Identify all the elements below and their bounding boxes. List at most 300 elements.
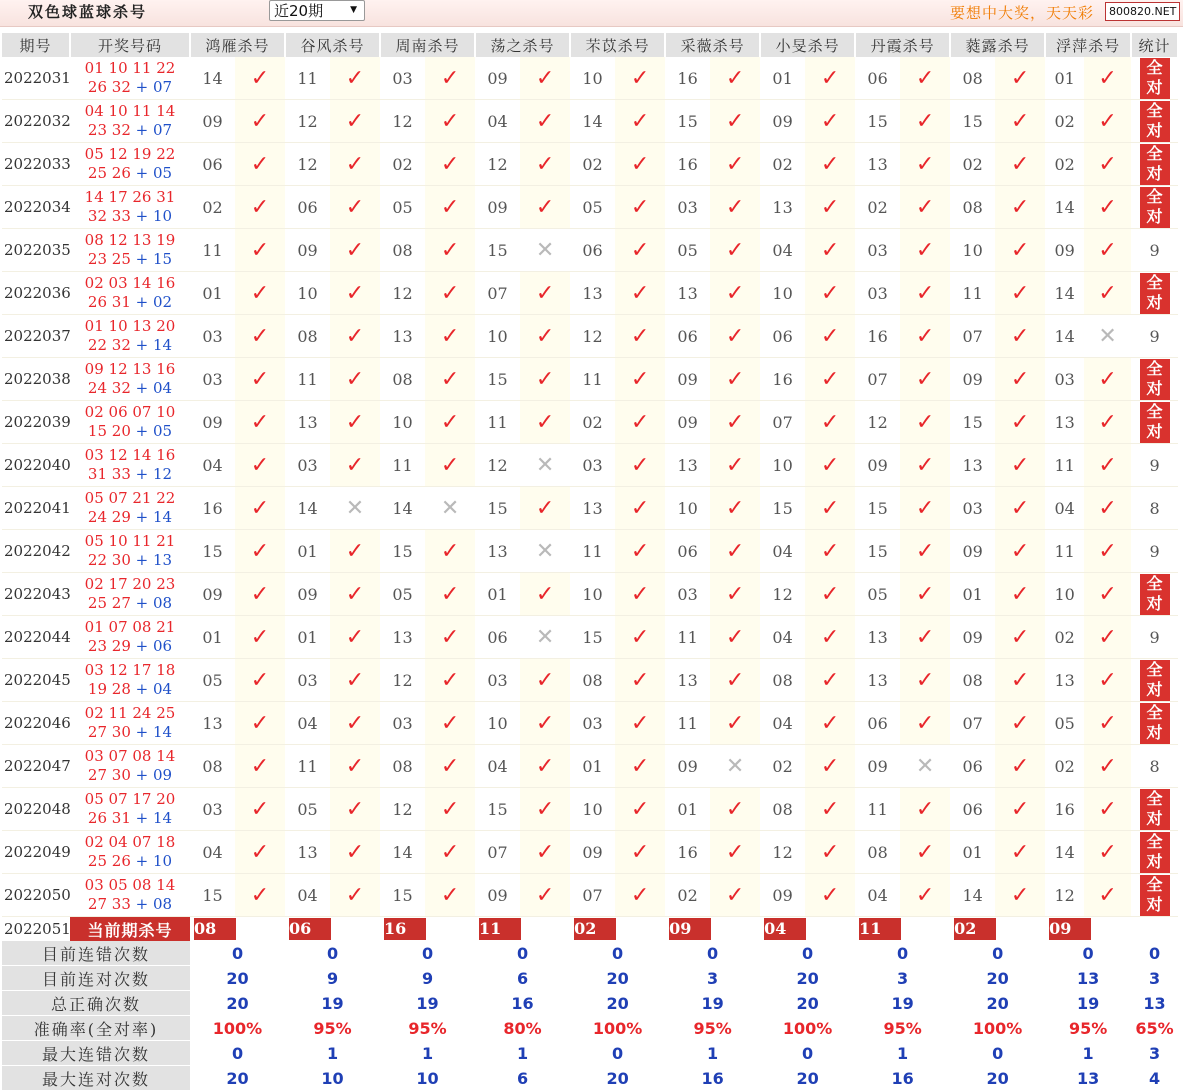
blue-ball: 05 bbox=[152, 164, 173, 182]
kill-number: 01 bbox=[285, 616, 330, 659]
table-row bbox=[2, 315, 1178, 358]
draw-numbers bbox=[70, 530, 190, 573]
result-cell bbox=[235, 487, 285, 530]
kill-number: 08 bbox=[950, 57, 995, 100]
check-icon: ✓ bbox=[630, 710, 650, 736]
check-icon: ✓ bbox=[630, 624, 650, 650]
kill-number: 03 bbox=[855, 272, 900, 315]
stats-value: 0 bbox=[665, 941, 760, 966]
result-cell bbox=[235, 702, 285, 745]
stat-cell bbox=[1131, 444, 1178, 487]
result-cell bbox=[425, 229, 475, 272]
table-row bbox=[2, 358, 1178, 401]
result-cell bbox=[235, 143, 285, 186]
period-cell: 2022041 bbox=[2, 487, 70, 530]
result-cell bbox=[330, 143, 380, 186]
kill-number: 12 bbox=[1045, 874, 1084, 917]
plus-sign: + bbox=[130, 723, 153, 741]
kill-number: 09 bbox=[190, 401, 235, 444]
stats-value: 20 bbox=[570, 1066, 665, 1091]
stat-cell bbox=[1131, 186, 1178, 229]
check-icon: ✓ bbox=[440, 409, 460, 435]
result-cell bbox=[995, 530, 1045, 573]
check-icon: ✓ bbox=[630, 237, 650, 263]
red-balls-line1: 02 04 07 18 bbox=[84, 833, 176, 851]
check-icon: ✓ bbox=[915, 280, 935, 306]
table-row bbox=[2, 57, 1178, 100]
result-cell bbox=[520, 100, 570, 143]
kill-number: 13 bbox=[190, 702, 235, 745]
check-icon: ✓ bbox=[535, 710, 555, 736]
check-icon: ✓ bbox=[725, 280, 745, 306]
plus-sign: + bbox=[130, 465, 153, 483]
stats-label: 目前连错次数 bbox=[2, 941, 190, 966]
stat-cell bbox=[1131, 874, 1178, 917]
stat-cell bbox=[1131, 831, 1178, 874]
result-cell bbox=[235, 57, 285, 100]
check-icon: ✓ bbox=[725, 667, 745, 693]
kill-number: 13 bbox=[285, 401, 330, 444]
kill-number: 16 bbox=[665, 831, 710, 874]
result-cell bbox=[425, 487, 475, 530]
check-icon: ✓ bbox=[915, 624, 935, 650]
blue-ball: 07 bbox=[152, 78, 173, 96]
check-icon: ✓ bbox=[1098, 495, 1117, 521]
check-icon: ✓ bbox=[915, 65, 935, 91]
check-icon: ✓ bbox=[1010, 624, 1030, 650]
stats-value: 10 bbox=[380, 1066, 475, 1091]
stats-value: 16 bbox=[665, 1066, 760, 1091]
result-cell bbox=[615, 315, 665, 358]
check-icon: ✓ bbox=[535, 495, 555, 521]
check-icon: ✓ bbox=[820, 839, 840, 865]
check-icon: ✓ bbox=[1010, 839, 1030, 865]
check-icon: ✓ bbox=[345, 237, 365, 263]
check-icon: ✓ bbox=[250, 65, 270, 91]
red-balls-line2: 27 30 bbox=[87, 723, 131, 741]
result-cell bbox=[995, 874, 1045, 917]
check-icon: ✓ bbox=[725, 710, 745, 736]
result-cell bbox=[330, 788, 380, 831]
check-icon: ✓ bbox=[915, 194, 935, 220]
kill-number: 04 bbox=[855, 874, 900, 917]
current-kill-number: 11 bbox=[859, 918, 901, 940]
kill-number: 04 bbox=[760, 702, 805, 745]
check-icon: ✓ bbox=[820, 108, 840, 134]
all-correct-badge: 全 对 bbox=[1140, 101, 1170, 142]
check-icon: ✓ bbox=[820, 366, 840, 392]
result-cell bbox=[900, 100, 950, 143]
kill-number: 07 bbox=[950, 315, 995, 358]
draw-numbers bbox=[70, 272, 190, 315]
check-icon: ✓ bbox=[630, 839, 650, 865]
result-cell bbox=[330, 573, 380, 616]
stats-value: 13 bbox=[1045, 966, 1131, 991]
kill-number: 04 bbox=[760, 616, 805, 659]
check-icon: ✓ bbox=[250, 237, 270, 263]
result-cell bbox=[1084, 831, 1131, 874]
stats-row bbox=[2, 991, 1178, 1016]
red-balls-line2: 22 30 bbox=[87, 551, 131, 569]
kill-number: 11 bbox=[665, 616, 710, 659]
check-icon: ✓ bbox=[630, 667, 650, 693]
check-icon: ✓ bbox=[250, 323, 270, 349]
result-cell bbox=[425, 874, 475, 917]
check-icon: ✓ bbox=[535, 108, 555, 134]
result-cell bbox=[995, 143, 1045, 186]
current-kill-number: 08 bbox=[194, 918, 236, 940]
red-balls-line1: 04 10 11 14 bbox=[84, 102, 176, 120]
col-period: 期号 bbox=[2, 33, 70, 57]
check-icon: ✓ bbox=[345, 323, 365, 349]
result-cell bbox=[995, 616, 1045, 659]
check-icon: ✓ bbox=[250, 839, 270, 865]
red-balls-line2: 24 29 bbox=[87, 508, 131, 526]
check-icon: ✓ bbox=[630, 108, 650, 134]
kill-number: 05 bbox=[855, 573, 900, 616]
period-cell: 2022038 bbox=[2, 358, 70, 401]
check-icon: ✓ bbox=[440, 538, 460, 564]
kill-number: 05 bbox=[285, 788, 330, 831]
result-cell bbox=[710, 100, 760, 143]
result-cell bbox=[710, 530, 760, 573]
current-label: 当前期杀号 bbox=[70, 917, 190, 942]
draw-numbers bbox=[70, 401, 190, 444]
period-cell: 2022036 bbox=[2, 272, 70, 315]
stats-label: 最大连对次数 bbox=[2, 1066, 190, 1091]
result-cell bbox=[520, 272, 570, 315]
blue-ball: 14 bbox=[152, 508, 173, 526]
result-cell bbox=[710, 143, 760, 186]
table-row bbox=[2, 186, 1178, 229]
blue-ball: 14 bbox=[152, 809, 173, 827]
result-cell bbox=[235, 100, 285, 143]
check-icon: ✓ bbox=[915, 151, 935, 177]
result-cell bbox=[1084, 659, 1131, 702]
result-cell bbox=[1084, 100, 1131, 143]
period-cell: 2022035 bbox=[2, 229, 70, 272]
draw-numbers bbox=[70, 874, 190, 917]
stats-value: 20 bbox=[950, 966, 1045, 991]
kill-number: 11 bbox=[380, 444, 425, 487]
result-cell bbox=[995, 100, 1045, 143]
period-cell: 2022032 bbox=[2, 100, 70, 143]
kill-number: 11 bbox=[475, 401, 520, 444]
check-icon: ✓ bbox=[725, 194, 745, 220]
result-cell bbox=[710, 659, 760, 702]
blue-ball: 13 bbox=[152, 551, 173, 569]
plus-sign: + bbox=[130, 379, 153, 397]
result-cell bbox=[425, 745, 475, 788]
kill-number: 13 bbox=[380, 616, 425, 659]
check-icon: ✓ bbox=[725, 839, 745, 865]
kill-number: 01 bbox=[285, 530, 330, 573]
result-cell bbox=[805, 831, 855, 874]
kill-number: 08 bbox=[760, 659, 805, 702]
result-cell bbox=[900, 315, 950, 358]
kill-number: 15 bbox=[665, 100, 710, 143]
period-cell: 2022050 bbox=[2, 874, 70, 917]
kill-number: 09 bbox=[475, 874, 520, 917]
kill-number: 12 bbox=[855, 401, 900, 444]
kill-number: 09 bbox=[855, 444, 900, 487]
red-balls-line2: 26 32 bbox=[87, 78, 131, 96]
all-correct-badge: 全 对 bbox=[1140, 402, 1170, 443]
result-cell bbox=[1084, 143, 1131, 186]
kill-number: 16 bbox=[190, 487, 235, 530]
blue-ball: 09 bbox=[152, 766, 173, 784]
result-cell bbox=[520, 616, 570, 659]
blue-ball: 08 bbox=[152, 895, 173, 913]
stats-value: 80% bbox=[475, 1016, 570, 1041]
result-cell bbox=[235, 573, 285, 616]
stats-label: 目前连对次数 bbox=[2, 966, 190, 991]
check-icon: ✓ bbox=[345, 882, 365, 908]
check-icon: ✓ bbox=[1010, 882, 1030, 908]
kill-number: 13 bbox=[855, 616, 900, 659]
period-cell: 2022037 bbox=[2, 315, 70, 358]
stats-value: 0 bbox=[190, 1041, 285, 1066]
stat-cell bbox=[1131, 530, 1178, 573]
kill-number: 11 bbox=[1045, 530, 1084, 573]
kill-number: 06 bbox=[570, 229, 615, 272]
result-cell bbox=[425, 57, 475, 100]
stats-row bbox=[2, 1041, 1178, 1066]
kill-number: 11 bbox=[190, 229, 235, 272]
result-cell bbox=[425, 530, 475, 573]
kill-number: 10 bbox=[380, 401, 425, 444]
check-icon: ✓ bbox=[820, 237, 840, 263]
red-balls-line1: 02 17 20 23 bbox=[84, 575, 176, 593]
kill-number: 15 bbox=[855, 100, 900, 143]
stat-cell bbox=[1131, 229, 1178, 272]
current-kill-cell bbox=[285, 917, 380, 942]
check-icon: ✓ bbox=[250, 280, 270, 306]
result-cell bbox=[520, 229, 570, 272]
result-cell bbox=[235, 530, 285, 573]
result-cell bbox=[615, 100, 665, 143]
red-balls-line1: 03 07 08 14 bbox=[84, 747, 176, 765]
check-icon: ✓ bbox=[915, 667, 935, 693]
kill-number: 09 bbox=[950, 358, 995, 401]
kill-number: 02 bbox=[855, 186, 900, 229]
kill-number: 15 bbox=[570, 616, 615, 659]
check-icon: ✓ bbox=[820, 538, 840, 564]
current-kill-cell bbox=[475, 917, 570, 942]
stats-value: 0 bbox=[285, 941, 380, 966]
result-cell bbox=[520, 788, 570, 831]
stats-value: 100% bbox=[950, 1016, 1045, 1041]
kill-number: 13 bbox=[950, 444, 995, 487]
check-icon: ✓ bbox=[1010, 452, 1030, 478]
kill-number: 11 bbox=[1045, 444, 1084, 487]
stats-value: 19 bbox=[855, 991, 950, 1016]
result-cell bbox=[330, 315, 380, 358]
result-cell bbox=[900, 57, 950, 100]
kill-number: 13 bbox=[855, 659, 900, 702]
current-stat-empty bbox=[1131, 917, 1178, 942]
result-cell bbox=[900, 272, 950, 315]
check-icon: ✓ bbox=[820, 495, 840, 521]
check-icon: ✓ bbox=[915, 538, 935, 564]
check-icon: ✓ bbox=[250, 366, 270, 392]
kill-number: 02 bbox=[380, 143, 425, 186]
check-icon: ✓ bbox=[535, 667, 555, 693]
plus-sign: + bbox=[130, 680, 153, 698]
check-icon: ✓ bbox=[915, 710, 935, 736]
blue-ball: 08 bbox=[152, 594, 173, 612]
result-cell bbox=[425, 358, 475, 401]
all-correct-badge: 全 对 bbox=[1140, 660, 1170, 701]
blue-ball: 06 bbox=[152, 637, 173, 655]
result-cell bbox=[710, 186, 760, 229]
kill-number: 03 bbox=[855, 229, 900, 272]
stats-value: 3 bbox=[855, 966, 950, 991]
kill-number: 04 bbox=[1045, 487, 1084, 530]
check-icon: ✓ bbox=[345, 108, 365, 134]
draw-numbers bbox=[70, 487, 190, 530]
kill-number: 06 bbox=[475, 616, 520, 659]
check-icon: ✓ bbox=[1098, 366, 1117, 392]
result-cell bbox=[1084, 702, 1131, 745]
result-cell bbox=[520, 143, 570, 186]
check-icon: ✓ bbox=[345, 452, 365, 478]
kill-number: 01 bbox=[950, 831, 995, 874]
check-icon: ✓ bbox=[1098, 237, 1117, 263]
kill-number: 13 bbox=[665, 659, 710, 702]
stats-value: 9 bbox=[380, 966, 475, 991]
red-balls-line1: 08 12 13 19 bbox=[84, 231, 176, 249]
period-select-value: 近20期 bbox=[274, 2, 324, 20]
check-icon: ✓ bbox=[535, 581, 555, 607]
kill-number: 04 bbox=[285, 874, 330, 917]
kill-number: 07 bbox=[760, 401, 805, 444]
current-period: 2022051 bbox=[4, 920, 71, 938]
kill-number: 03 bbox=[190, 788, 235, 831]
stats-value: 0 bbox=[190, 941, 285, 966]
table-row bbox=[2, 874, 1178, 917]
stats-value: 6 bbox=[475, 1066, 570, 1091]
kill-number: 15 bbox=[475, 358, 520, 401]
kill-number: 06 bbox=[950, 788, 995, 831]
stats-label: 最大连错次数 bbox=[2, 1041, 190, 1066]
draw-numbers bbox=[70, 616, 190, 659]
table-row bbox=[2, 229, 1178, 272]
col-kill: 浮萍杀号 bbox=[1045, 33, 1131, 57]
check-icon: ✓ bbox=[440, 753, 460, 779]
kill-number: 11 bbox=[570, 358, 615, 401]
kill-number: 12 bbox=[380, 659, 425, 702]
red-balls-line2: 25 26 bbox=[87, 852, 131, 870]
result-cell bbox=[900, 745, 950, 788]
kill-number: 01 bbox=[950, 573, 995, 616]
all-correct-badge: 全 对 bbox=[1140, 144, 1170, 185]
stats-value: 1 bbox=[285, 1041, 380, 1066]
result-cell bbox=[330, 702, 380, 745]
period-cell: 2022044 bbox=[2, 616, 70, 659]
check-icon: ✓ bbox=[915, 796, 935, 822]
result-cell bbox=[520, 702, 570, 745]
stats-value: 4 bbox=[1131, 1066, 1178, 1091]
result-cell bbox=[1084, 186, 1131, 229]
kill-number: 09 bbox=[1045, 229, 1084, 272]
result-cell bbox=[710, 487, 760, 530]
stat-cell bbox=[1131, 745, 1178, 788]
result-cell bbox=[520, 831, 570, 874]
check-icon: ✓ bbox=[820, 882, 840, 908]
stats-value: 0 bbox=[760, 1041, 855, 1066]
blue-ball: 10 bbox=[152, 207, 173, 225]
table-row bbox=[2, 745, 1178, 788]
kill-number: 15 bbox=[950, 401, 995, 444]
kill-number: 15 bbox=[475, 487, 520, 530]
result-cell bbox=[330, 616, 380, 659]
kill-number: 09 bbox=[285, 229, 330, 272]
kill-number: 09 bbox=[475, 186, 520, 229]
site-badge[interactable]: 800820.NET bbox=[1105, 2, 1180, 21]
check-icon: ✓ bbox=[1010, 65, 1030, 91]
kill-number: 06 bbox=[190, 143, 235, 186]
kill-number: 03 bbox=[285, 444, 330, 487]
kill-number: 09 bbox=[665, 358, 710, 401]
check-icon: ✓ bbox=[820, 65, 840, 91]
kill-number: 03 bbox=[190, 315, 235, 358]
check-icon: ✓ bbox=[535, 839, 555, 865]
kill-number: 10 bbox=[760, 444, 805, 487]
stats-value: 1 bbox=[475, 1041, 570, 1066]
blue-ball: 14 bbox=[152, 336, 173, 354]
result-cell bbox=[330, 229, 380, 272]
result-cell bbox=[805, 358, 855, 401]
cross-icon: ✕ bbox=[535, 452, 555, 478]
result-cell bbox=[995, 831, 1045, 874]
kill-number: 10 bbox=[475, 315, 520, 358]
check-icon: ✓ bbox=[1098, 409, 1117, 435]
period-cell: 2022046 bbox=[2, 702, 70, 745]
kill-number: 02 bbox=[950, 143, 995, 186]
kill-number: 15 bbox=[855, 530, 900, 573]
stats-value: 1 bbox=[380, 1041, 475, 1066]
check-icon: ✓ bbox=[820, 452, 840, 478]
table-row bbox=[2, 487, 1178, 530]
kill-number: 01 bbox=[570, 745, 615, 788]
result-cell bbox=[615, 831, 665, 874]
period-select[interactable] bbox=[269, 0, 365, 21]
check-icon: ✓ bbox=[915, 409, 935, 435]
check-icon: ✓ bbox=[440, 280, 460, 306]
check-icon: ✓ bbox=[345, 194, 365, 220]
result-cell bbox=[710, 874, 760, 917]
result-cell bbox=[710, 745, 760, 788]
result-cell bbox=[520, 487, 570, 530]
kill-number: 03 bbox=[1045, 358, 1084, 401]
col-kill: 芣苡杀号 bbox=[570, 33, 665, 57]
plus-sign: + bbox=[130, 207, 153, 225]
red-balls-line1: 03 12 14 16 bbox=[84, 446, 176, 464]
check-icon: ✓ bbox=[725, 151, 745, 177]
check-icon: ✓ bbox=[820, 280, 840, 306]
check-icon: ✓ bbox=[630, 495, 650, 521]
kill-number: 02 bbox=[760, 143, 805, 186]
blue-ball: 15 bbox=[152, 250, 173, 268]
result-cell bbox=[425, 143, 475, 186]
draw-numbers bbox=[70, 573, 190, 616]
blue-ball: 12 bbox=[152, 465, 173, 483]
result-cell bbox=[710, 401, 760, 444]
red-balls-line1: 02 11 24 25 bbox=[84, 704, 176, 722]
kill-number: 15 bbox=[380, 530, 425, 573]
kill-number: 12 bbox=[285, 100, 330, 143]
